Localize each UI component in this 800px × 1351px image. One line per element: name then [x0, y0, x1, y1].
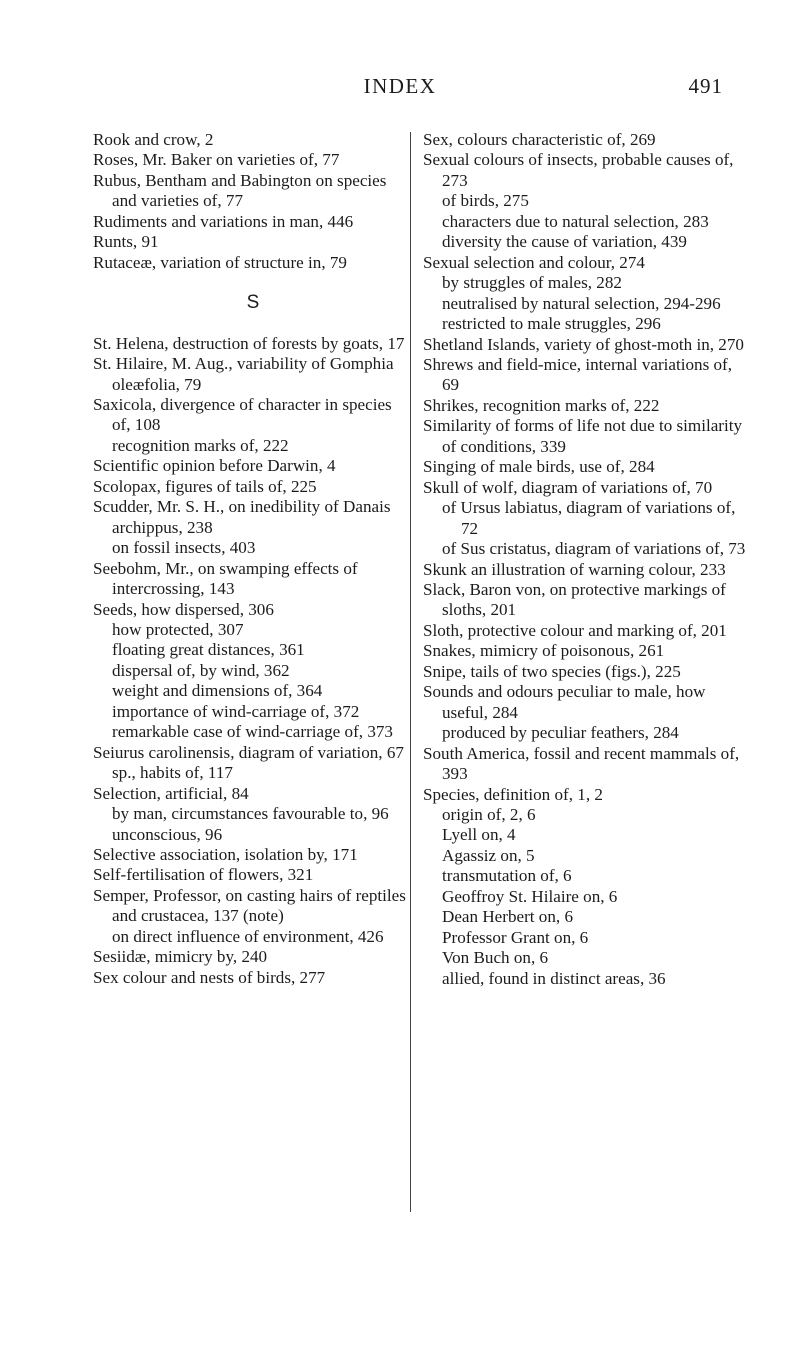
- index-subentry: diversity the cause of variation, 439: [442, 232, 687, 252]
- index-subentry: characters due to natural selection, 283: [442, 211, 709, 231]
- index-entry: Selective association, isolation by, 171: [93, 844, 358, 864]
- index-subentry: produced by peculiar feathers, 284: [442, 723, 679, 743]
- index-entry: Saxicola, divergence of character in species of, 108: [93, 394, 392, 435]
- section-letter-heading: S: [246, 292, 260, 314]
- index-subentry: by man, circumstances favourable to, 96: [112, 804, 389, 824]
- index-subentry: by struggles of males, 282: [442, 273, 622, 293]
- index-subentry: transmutation of, 6: [442, 866, 572, 886]
- index-subentry: importance of wind-carriage of, 372: [112, 701, 360, 721]
- index-entry: Seebohm, Mr., on swamping effects of intercrossing, 143: [93, 558, 358, 599]
- index-entry: Snakes, mimicry of poisonous, 261: [423, 641, 665, 661]
- index-entry: Rudiments and variations in man, 446: [93, 211, 354, 231]
- index-entry: Rubus, Bentham and Babington on species and varieties of, 77: [93, 170, 387, 211]
- index-entry: Similarity of forms of life not due to similarity of conditions, 339: [423, 416, 743, 456]
- index-entry: Sexual colours of insects, probable causes of, 273: [423, 150, 734, 190]
- index-subentry: of Ursus labiatus, diagram of variations of, 72: [442, 498, 736, 538]
- index-entry: Sesiidæ, mimicry by, 240: [93, 947, 268, 967]
- running-title: INDEX: [363, 74, 437, 98]
- index-entry: Seeds, how dispersed, 306: [93, 599, 274, 619]
- index-entry: Sounds and odours peculiar to male, how useful, 284: [423, 682, 706, 722]
- index-entry: Shrikes, recognition marks of, 222: [423, 395, 660, 415]
- index-entry: Semper, Professor, on casting hairs of reptiles and crustacea, 137 (note): [93, 885, 406, 926]
- index-entry: Scudder, Mr. S. H., on inedibility of Danais archippus, 238: [93, 497, 391, 537]
- index-entry: Sloth, protective colour and marking of, 201: [423, 620, 727, 640]
- index-subentry: Professor Grant on, 6: [442, 927, 589, 947]
- page-number: 491: [688, 74, 723, 98]
- column-divider: [410, 132, 411, 1212]
- index-subentry: weight and dimensions of, 364: [112, 681, 323, 701]
- index-entry: Skunk an illustration of warning colour, 233: [423, 559, 726, 579]
- index-subentry: recognition marks of, 222: [112, 435, 289, 455]
- index-entry: Snipe, tails of two species (figs.), 225: [423, 661, 681, 681]
- index-entry: Skull of wolf, diagram of variations of, 70: [423, 477, 713, 497]
- index-entry: Shrews and field-mice, internal variations of, 69: [423, 354, 733, 395]
- index-entry: Species, definition of, 1, 2: [423, 784, 603, 804]
- index-column-right: [423, 130, 753, 989]
- index-subentry: on fossil insects, 403: [112, 538, 256, 558]
- index-entry: Runts, 91: [93, 232, 159, 252]
- index-subentry: origin of, 2, 6: [442, 804, 536, 824]
- index-subentry: sp., habits of, 117: [112, 763, 233, 783]
- index-entry: Sex, colours characteristic of, 269: [423, 130, 656, 149]
- index-subentry: Lyell on, 4: [442, 825, 516, 845]
- index-subentry: how protected, 307: [112, 619, 244, 639]
- index-entry: St. Helena, destruction of forests by goats, 17: [93, 333, 405, 353]
- index-entry: St. Hilaire, M. Aug., variability of Gomphia oleæfolia, 79: [93, 354, 394, 394]
- index-subentry: allied, found in distinct areas, 36: [442, 968, 666, 988]
- index-subentry: neutralised by natural selection, 294-296: [442, 293, 721, 313]
- index-subentry: remarkable case of wind-carriage of, 373: [112, 722, 393, 742]
- page-header: [0, 74, 800, 104]
- index-subentry: unconscious, 96: [112, 824, 223, 844]
- index-entry: Rook and crow, 2: [93, 130, 214, 149]
- index-subentry: of birds, 275: [442, 191, 529, 211]
- index-subentry: dispersal of, by wind, 362: [112, 660, 290, 680]
- index-subentry: of Sus cristatus, diagram of variations of, 73: [442, 539, 746, 559]
- index-entry: Sexual selection and colour, 274: [423, 252, 645, 272]
- index-subentry: Dean Herbert on, 6: [442, 907, 573, 927]
- index-entry: Roses, Mr. Baker on varieties of, 77: [93, 150, 340, 170]
- index-subentry: Agassiz on, 5: [442, 845, 535, 865]
- index-column-left: [93, 130, 413, 988]
- index-entry: Singing of male birds, use of, 284: [423, 457, 655, 477]
- index-entry: Selection, artificial, 84: [93, 783, 249, 803]
- index-subentry: floating great distances, 361: [112, 640, 305, 660]
- index-entry: Seiurus carolinensis, diagram of variation, 67: [93, 742, 404, 762]
- index-entry: Sex colour and nests of birds, 277: [93, 967, 326, 987]
- index-subentry: on direct influence of environment, 426: [112, 926, 384, 946]
- index-subentry: restricted to male struggles, 296: [442, 314, 661, 334]
- index-entry: Self-fertilisation of flowers, 321: [93, 865, 314, 885]
- index-entry: Rutaceæ, variation of structure in, 79: [93, 252, 347, 272]
- index-entry: Scolopax, figures of tails of, 225: [93, 476, 317, 496]
- index-subentry: Geoffroy St. Hilaire on, 6: [442, 886, 618, 906]
- index-subentry: Von Buch on, 6: [442, 948, 549, 968]
- index-entry: Slack, Baron von, on protective markings of sloths, 201: [423, 579, 726, 620]
- index-entry: Scientific opinion before Darwin, 4: [93, 456, 336, 476]
- index-entry: Shetland Islands, variety of ghost-moth in, 270: [423, 334, 744, 354]
- index-entry: South America, fossil and recent mammals of, 393: [423, 743, 740, 784]
